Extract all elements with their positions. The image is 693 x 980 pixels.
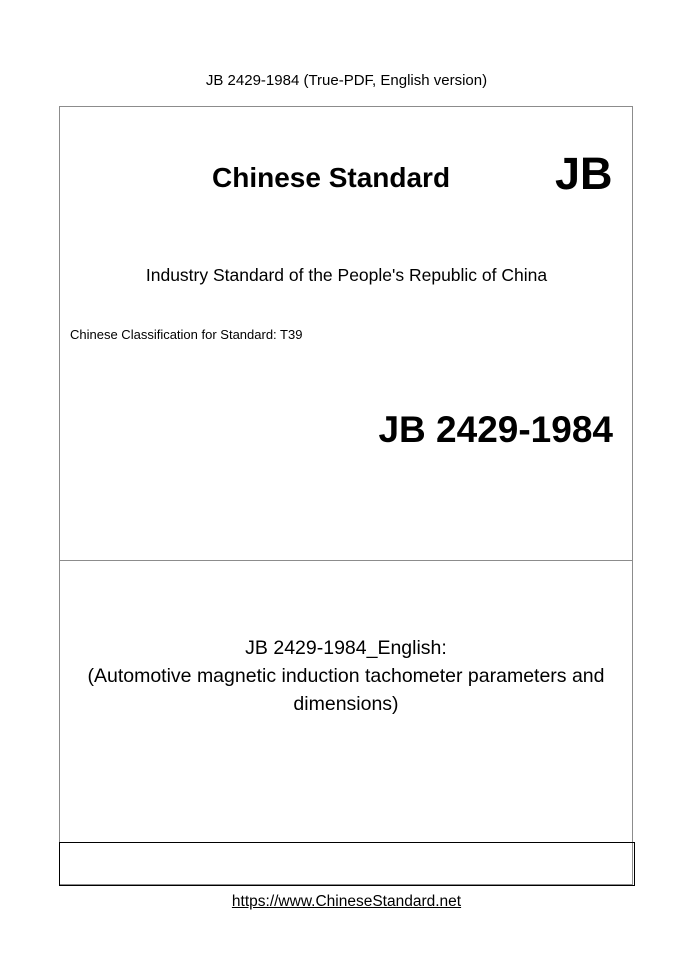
website-link[interactable]: https://www.ChineseStandard.net xyxy=(231,893,462,910)
cover-frame xyxy=(59,106,633,885)
section-divider xyxy=(59,560,633,561)
document-title-line-3: dimensions) xyxy=(293,693,399,715)
classification-text: Chinese Classification for Standard: T39 xyxy=(70,327,303,342)
document-title xyxy=(59,634,633,718)
document-title-line-2: (Automotive magnetic induction tachometer parameters and xyxy=(87,665,605,687)
bottom-box xyxy=(59,842,635,886)
page-header: JB 2429-1984 (True-PDF, English version) xyxy=(205,72,488,89)
standard-code-badge: JB xyxy=(555,148,613,199)
standard-number: JB 2429-1984 xyxy=(378,409,613,450)
standard-type-title: Chinese Standard xyxy=(212,162,451,193)
footer xyxy=(0,892,693,912)
document-title-line-1: JB 2429-1984_English: xyxy=(245,637,447,659)
industry-standard-line: Industry Standard of the People's Republic of China xyxy=(145,265,548,285)
